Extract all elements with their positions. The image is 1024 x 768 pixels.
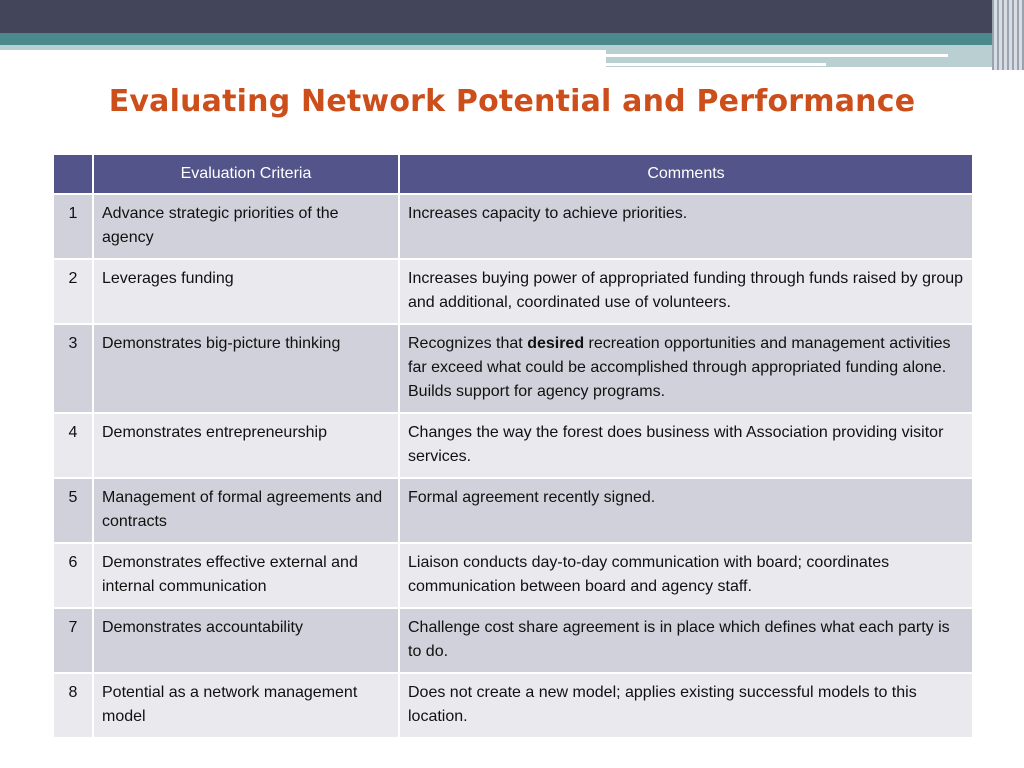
table-row xyxy=(53,324,973,413)
row-comment: Does not create a new model; applies existing successful models to this location. xyxy=(399,673,973,738)
row-criteria: Leverages funding xyxy=(93,259,399,324)
table-row xyxy=(53,194,973,259)
evaluation-table xyxy=(52,153,974,739)
row-number: 1 xyxy=(53,194,93,259)
row-criteria: Demonstrates effective external and internal communication xyxy=(93,543,399,608)
row-criteria: Management of formal agreements and contracts xyxy=(93,478,399,543)
table-row xyxy=(53,608,973,673)
header-band-dark xyxy=(0,0,1024,33)
header-accent-line-short xyxy=(606,63,826,66)
table-row xyxy=(53,413,973,478)
table-row xyxy=(53,259,973,324)
row-number: 4 xyxy=(53,413,93,478)
comment-text-pre: Recognizes that xyxy=(408,335,528,352)
row-number: 8 xyxy=(53,673,93,738)
table-row xyxy=(53,673,973,738)
row-number: 7 xyxy=(53,608,93,673)
row-criteria: Demonstrates entrepreneurship xyxy=(93,413,399,478)
row-number: 2 xyxy=(53,259,93,324)
row-criteria: Demonstrates big-picture thinking xyxy=(93,324,399,413)
row-comment: Changes the way the forest does business with Association providing visitor services. xyxy=(399,413,973,478)
row-comment: Liaison conducts day-to-day communication with board; coordinates communication between board and agency staff. xyxy=(399,543,973,608)
row-comment: Increases capacity to achieve priorities. xyxy=(399,194,973,259)
header-band-teal xyxy=(0,33,1024,45)
row-comment: Formal agreement recently signed. xyxy=(399,478,973,543)
header-comments: Comments xyxy=(399,154,973,194)
row-number: 5 xyxy=(53,478,93,543)
row-comment: Challenge cost share agreement is in place which defines what each party is to do. xyxy=(399,608,973,673)
row-criteria: Potential as a network management model xyxy=(93,673,399,738)
table-header-row xyxy=(53,154,973,194)
header-accent-line xyxy=(606,54,948,57)
header-evaluation-criteria: Evaluation Criteria xyxy=(93,154,399,194)
corner-stripes-decoration xyxy=(992,0,1024,70)
row-number: 3 xyxy=(53,324,93,413)
row-number: 6 xyxy=(53,543,93,608)
comment-text-bold: desired xyxy=(527,335,585,352)
row-comment xyxy=(399,324,973,413)
header-number xyxy=(53,154,93,194)
row-criteria: Advance strategic priorities of the agency xyxy=(93,194,399,259)
comment-text-post: recreation opportunities and management activities far exceed what could be accomplished through appropriated funding alone. Builds support for agency programs. xyxy=(408,335,951,400)
table-row xyxy=(53,478,973,543)
slide-title: Evaluating Network Potential and Performance xyxy=(108,84,916,119)
row-comment: Increases buying power of appropriated funding through funds raised by group and additional, coordinated use of volunteers. xyxy=(399,259,973,324)
table-row xyxy=(53,543,973,608)
row-criteria: Demonstrates accountability xyxy=(93,608,399,673)
